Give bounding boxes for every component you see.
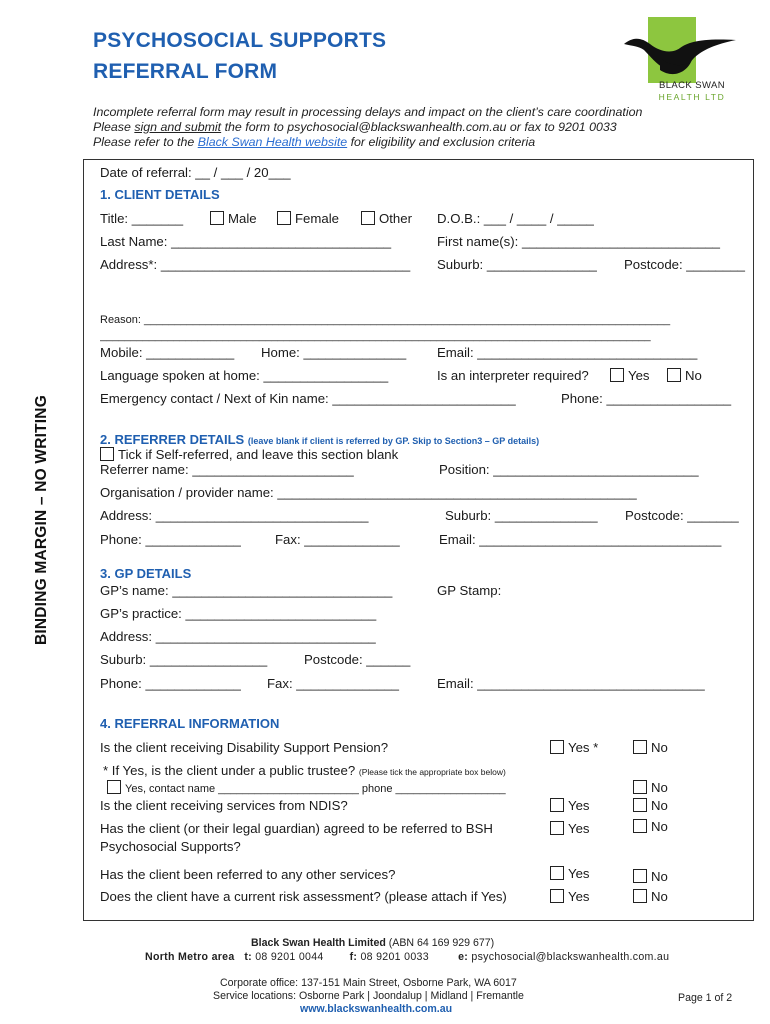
self-referred-checkbox[interactable]	[100, 447, 114, 461]
agreed-question-line1: Has the client (or their legal guardian) agreed to be referred to BSH	[100, 821, 493, 836]
trustee-yes-checkbox[interactable]	[107, 780, 121, 794]
section-gp-heading: 3. GP DETAILS	[100, 566, 192, 581]
other-services-question: Has the client been referred to any other services?	[100, 867, 396, 882]
gender-other-option[interactable]	[361, 211, 412, 226]
organisation-field[interactable]: Organisation / provider name: _________________________________________________	[100, 485, 637, 500]
client-address-field[interactable]: Address*: __________________________________	[100, 257, 411, 272]
binding-margin-label: BINDING MARGIN – NO WRITING	[33, 395, 50, 645]
ndis-no-option[interactable]	[633, 798, 668, 813]
gp-address-field[interactable]: Address: ______________________________	[100, 629, 376, 644]
referrer-heading-text: 2. REFERRER DETAILS	[100, 432, 245, 447]
dsp-no-label: No	[651, 740, 668, 755]
section-referrer-heading	[100, 432, 539, 447]
trustee-question-text: * If Yes, is the client under a public trustee?	[103, 763, 356, 778]
ndis-no-checkbox[interactable]	[633, 798, 647, 812]
agreed-no-option[interactable]	[633, 819, 668, 834]
interpreter-yes-option[interactable]	[610, 368, 650, 383]
dsp-yes-label: Yes *	[568, 740, 599, 755]
referrer-address-field[interactable]: Address: _____________________________	[100, 508, 369, 523]
intro-line1: Incomplete referral form may result in processing delays and impact on the client’s care coordination	[93, 105, 643, 119]
other-label: Other	[379, 211, 412, 226]
trustee-question-note: (Please tick the appropriate box below)	[358, 767, 506, 777]
referrer-position-field[interactable]: Position: ____________________________	[439, 462, 699, 477]
risk-yes-option[interactable]	[550, 889, 590, 904]
ndis-yes-option[interactable]	[550, 798, 590, 813]
gp-fax-field[interactable]: Fax: ______________	[267, 676, 399, 691]
gender-male-option[interactable]	[210, 211, 257, 226]
last-name-field[interactable]: Last Name: ______________________________	[100, 234, 392, 249]
footer-fax-label: f:	[349, 951, 358, 963]
website-link[interactable]: Black Swan Health website	[197, 135, 348, 149]
interpreter-yes-checkbox[interactable]	[610, 368, 624, 382]
female-label: Female	[295, 211, 339, 226]
ndis-yes-checkbox[interactable]	[550, 798, 564, 812]
trustee-yes-label: Yes, contact name _______________________ phone __________________	[125, 783, 506, 795]
agreed-question-line2: Psychosocial Supports?	[100, 839, 241, 854]
trustee-question	[103, 763, 506, 778]
trustee-no-label: No	[651, 780, 668, 795]
risk-no-option[interactable]	[633, 889, 668, 904]
other-checkbox[interactable]	[361, 211, 375, 225]
footer-abn: (ABN 64 169 929 677)	[388, 937, 495, 949]
referrer-suburb-field[interactable]: Suburb: ______________	[445, 508, 598, 523]
referrer-name-field[interactable]: Referrer name: ______________________	[100, 462, 354, 477]
interpreter-no-option[interactable]	[667, 368, 702, 383]
intro-line2-pre: Please	[93, 120, 135, 134]
dob-field[interactable]: D.O.B.: ___ / ____ / _____	[437, 211, 594, 226]
other-services-no-checkbox[interactable]	[633, 869, 647, 883]
referrer-postcode-field[interactable]: Postcode: _______	[625, 508, 739, 523]
sign-and-submit-text: sign and submit	[134, 120, 222, 134]
dsp-no-checkbox[interactable]	[633, 740, 647, 754]
dsp-yes-option[interactable]	[550, 740, 598, 755]
other-services-yes-checkbox[interactable]	[550, 866, 564, 880]
footer-service-locations: Service locations: Osborne Park | Joondalup | Midland | Fremantle	[213, 990, 524, 1002]
dsp-no-option[interactable]	[633, 740, 668, 755]
footer-tel: 08 9201 0044	[255, 951, 324, 963]
interpreter-no-checkbox[interactable]	[667, 368, 681, 382]
other-services-no-label: No	[651, 869, 668, 884]
ndis-no-label: No	[651, 798, 668, 813]
page-number: Page 1 of 2	[678, 992, 733, 1004]
trustee-no-checkbox[interactable]	[633, 780, 647, 794]
ndis-yes-label: Yes	[568, 798, 590, 813]
agreed-yes-checkbox[interactable]	[550, 821, 564, 835]
other-services-no-option[interactable]	[633, 869, 668, 884]
other-services-yes-label: Yes	[568, 866, 590, 881]
interpreter-question: Is an interpreter required?	[437, 368, 589, 383]
trustee-yes-option[interactable]	[107, 780, 506, 795]
footer-corporate-office: Corporate office: 137-151 Main Street, Osborne Park, WA 6017	[220, 977, 517, 989]
date-of-referral-field[interactable]: Date of referral: __ / ___ / 20___	[100, 165, 291, 180]
swan-logo-icon	[620, 14, 740, 89]
risk-assessment-question: Does the client have a current risk assessment? (please attach if Yes)	[100, 889, 507, 904]
footer-email[interactable]: psychosocial@blackswanhealth.com.au	[471, 951, 670, 963]
agreed-yes-label: Yes	[568, 821, 590, 836]
language-field[interactable]: Language spoken at home: _________________	[100, 368, 389, 383]
intro-line2-post: the form to psychosocial@blackswanhealth.com.au or fax to 9201 0033	[221, 120, 617, 134]
agreed-no-checkbox[interactable]	[633, 819, 647, 833]
first-names-field[interactable]: First name(s): ___________________________	[437, 234, 721, 249]
gp-email-field[interactable]: Email: _______________________________	[437, 676, 705, 691]
gp-phone-field[interactable]: Phone: _____________	[100, 676, 241, 691]
emergency-contact-field[interactable]: Emergency contact / Next of Kin name: _________________________	[100, 391, 516, 406]
gender-female-option[interactable]	[277, 211, 339, 226]
section-client-details-heading: 1. CLIENT DETAILS	[100, 187, 220, 202]
reason-field-line2[interactable]: __________________________________________________________________________________________	[100, 330, 651, 342]
agreed-no-label: No	[651, 819, 668, 834]
home-phone-field[interactable]: Home: ______________	[261, 345, 407, 360]
risk-no-label: No	[651, 889, 668, 904]
gp-suburb-field[interactable]: Suburb: ________________	[100, 652, 268, 667]
logo-text-line1: BLACK SWAN	[659, 80, 725, 91]
referrer-phone-field[interactable]: Phone: _____________	[100, 532, 241, 547]
footer-area: North Metro area	[145, 951, 235, 963]
gp-name-field[interactable]: GP’s name: ______________________________	[100, 583, 393, 598]
trustee-no-option[interactable]	[633, 780, 668, 795]
intro-line3-pre: Please refer to the	[93, 135, 198, 149]
black-swan-logo	[620, 14, 740, 106]
client-suburb-field[interactable]: Suburb: _______________	[437, 257, 597, 272]
footer-fax: 08 9201 0033	[360, 951, 429, 963]
form-title-line1: PSYCHOSOCIAL SUPPORTS	[93, 29, 387, 52]
client-postcode-field[interactable]: Postcode: ________	[624, 257, 745, 272]
footer-company	[251, 937, 494, 949]
footer-contact-line	[145, 951, 669, 963]
risk-no-checkbox[interactable]	[633, 889, 647, 903]
ndis-question: Is the client receiving services from NDIS?	[100, 798, 348, 813]
footer-website-link[interactable]: www.blackswanhealth.com.au	[300, 1003, 453, 1015]
footer-company-name: Black Swan Health Limited	[251, 937, 386, 949]
risk-yes-checkbox[interactable]	[550, 889, 564, 903]
intro-line3	[93, 135, 535, 149]
emergency-phone-field[interactable]: Phone: _________________	[561, 391, 732, 406]
dsp-question: Is the client receiving Disability Support Pension?	[100, 740, 389, 755]
risk-yes-label: Yes	[568, 889, 590, 904]
footer-email-label: e:	[458, 951, 469, 963]
reason-field-line1[interactable]: Reason: ______________________________________________________________________________________	[100, 314, 671, 326]
interpreter-no-label: No	[685, 368, 702, 383]
interpreter-yes-label: Yes	[628, 368, 650, 383]
referrer-email-field[interactable]: Email: _________________________________	[439, 532, 722, 547]
mobile-field[interactable]: Mobile: ____________	[100, 345, 235, 360]
gp-practice-field[interactable]: GP’s practice: __________________________	[100, 606, 377, 621]
dsp-yes-checkbox[interactable]	[550, 740, 564, 754]
intro-line2	[93, 120, 617, 134]
form-title-line2: REFERRAL FORM	[93, 60, 278, 83]
male-checkbox[interactable]	[210, 211, 224, 225]
self-referred-option[interactable]	[100, 447, 398, 462]
gp-postcode-field[interactable]: Postcode: ______	[304, 652, 411, 667]
other-services-yes-option[interactable]	[550, 866, 590, 881]
intro-line3-post: for eligibility and exclusion criteria	[347, 135, 536, 149]
male-label: Male	[228, 211, 257, 226]
gp-stamp-label: GP Stamp:	[437, 583, 502, 598]
section-referral-info-heading: 4. REFERRAL INFORMATION	[100, 716, 280, 731]
logo-text-line2: HEALTH LTD	[658, 92, 726, 102]
agreed-yes-option[interactable]	[550, 821, 590, 836]
referrer-fax-field[interactable]: Fax: _____________	[275, 532, 400, 547]
female-checkbox[interactable]	[277, 211, 291, 225]
footer-tel-label: t:	[244, 951, 252, 963]
referrer-heading-note: (leave blank if client is referred by GP. Skip to Section3 – GP details)	[247, 436, 540, 446]
self-referred-label: Tick if Self-referred, and leave this section blank	[118, 447, 399, 462]
client-email-field[interactable]: Email: ______________________________	[437, 345, 698, 360]
title-field[interactable]: Title: _______	[100, 211, 184, 226]
